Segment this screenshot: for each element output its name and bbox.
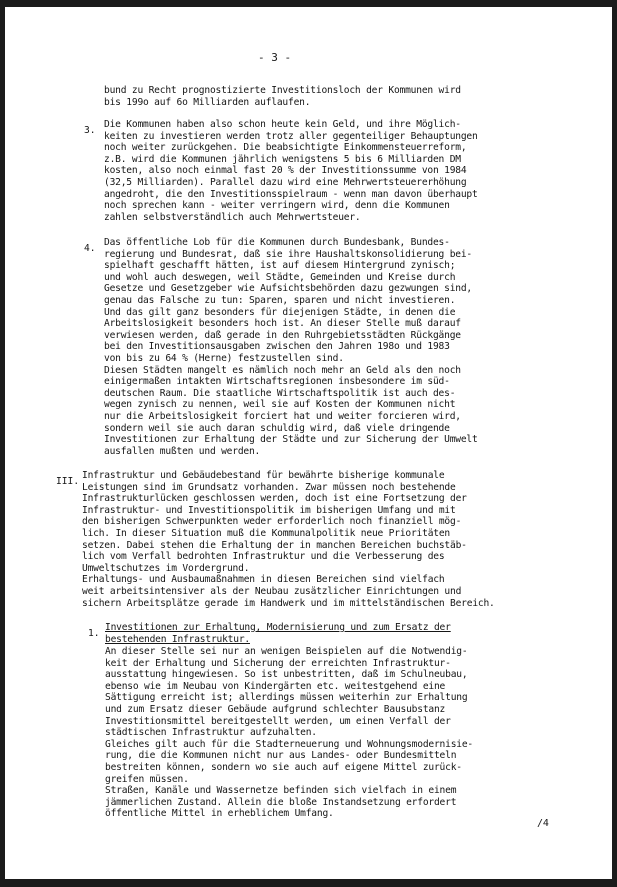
paragraph-line: einigermaßen intakten Wirtschaftsregionen insbesondere im süd- bbox=[104, 376, 450, 388]
paragraph-line: z.B. wird die Kommunen jährlich wenigstens 5 bis 6 Milliarden DM bbox=[104, 153, 461, 165]
paragraph-line: setzen. Dabei stehen die Erhaltung der in manchen Bereichen buchstäb- bbox=[82, 539, 467, 551]
page-number: - 3 - bbox=[258, 51, 292, 64]
paragraph-line: Diesen Städten mangelt es nämlich noch mehr an Geld als den noch bbox=[104, 364, 461, 376]
scan-border-right bbox=[612, 0, 617, 887]
paragraph-line: Erhaltungs- und Ausbaumaßnahmen in diesen Bereichen sind vielfach bbox=[82, 574, 445, 586]
paragraph-line: verwiesen werden, daß gerade in den Ruhrgebietsstädten Rückgänge bbox=[104, 329, 461, 341]
paragraph-line: (32,5 Milliarden). Parallel dazu wird eine Mehrwertsteuererhöhung bbox=[104, 177, 467, 188]
paragraph-line: deutschen Raum. Die staatliche Wirtschaftspolitik ist auch des- bbox=[104, 387, 456, 399]
list-number: 4. bbox=[84, 243, 96, 254]
paragraph-line: angedroht, die den Investitionsspielraum - wenn man davon überhaupt bbox=[104, 188, 478, 200]
paragraph-line: öffentliche Mittel in erheblichem Umfang. bbox=[105, 808, 334, 820]
paragraph-line: Investitionsmittel bereitgestellt werden, um einen Verfall der bbox=[105, 715, 451, 727]
paragraph-line: sondern weil sie auch daran schuldig wird, daß viele dringende bbox=[104, 422, 450, 434]
section-number: III. bbox=[56, 476, 80, 487]
paragraph-line: jämmerlichen Zustand. Allein die bloße Instandsetzung erfordert bbox=[105, 796, 457, 808]
paragraph-line: noch weiter zurückgehen. Die beabsichtigte Einkommensteuerreform, bbox=[104, 142, 467, 154]
paragraph-line: keit der Erhaltung und Sicherung der erreichten Infrastruktur- bbox=[105, 657, 451, 669]
paragraph-line: zahlen selbstverständlich auch Mehrwertsteuer. bbox=[104, 211, 361, 223]
paragraph-line: Infrastrukturlücken geschlossen werden, doch ist eine Fortsetzung der bbox=[82, 493, 467, 505]
paragraph-line: rung, die die Kommunen nicht nur aus Landes- oder Bundesmitteln bbox=[105, 750, 457, 762]
paragraph-line: bis 199o auf 6o Milliarden auflaufen. bbox=[104, 97, 311, 108]
paragraph-line: nur die Arbeitslosigkeit forciert hat und weiter forcieren wird, bbox=[104, 411, 461, 422]
list-number: 3. bbox=[84, 125, 96, 136]
section-heading: Investitionen zur Erhaltung, Modernisierung und zum Ersatz der bbox=[105, 622, 451, 633]
paragraph-line: An dieser Stelle sei nur an wenigen Beispielen auf die Notwendig- bbox=[105, 646, 468, 657]
scan-border-bottom bbox=[0, 879, 617, 887]
paragraph-line: von bis zu 64 % (Herne) festzustellen sind. bbox=[104, 353, 344, 364]
paragraph-line: greifen müssen. bbox=[105, 773, 189, 785]
paragraph-line: keiten zu investieren werden trotz aller gegenteiliger Behauptungen bbox=[104, 130, 478, 142]
paragraph-line: ausstattung hingewiesen. So ist unbestritten, daß im Schulneubau, bbox=[105, 669, 468, 681]
paragraph-line: Arbeitslosigkeit besonders hoch ist. An dieser Stelle muß darauf bbox=[104, 318, 461, 330]
paragraph-line: bund zu Recht prognostizierte Investitionsloch der Kommunen wird bbox=[104, 85, 461, 96]
paragraph-line: genau das Falsche zu tun: Sparen, sparen und nicht investieren. bbox=[104, 295, 456, 306]
scan-border-top bbox=[0, 0, 617, 7]
paragraph-line: Infrastruktur und Gebäudebestand für bewährte bisherige kommunale bbox=[82, 470, 445, 481]
paragraph-line: bei den Investitionsausgaben zwischen den Jahren 198o und 1983 bbox=[104, 341, 450, 353]
paragraph-line: Infrastruktur- und Investitionspolitik im bisherigen Umfang und mit bbox=[82, 504, 456, 516]
paragraph-line: Umweltschutzes im Vordergrund. bbox=[82, 562, 250, 574]
paragraph-line: weit arbeitsintensiver als der Neubau zusätzlicher Einrichtungen und bbox=[82, 586, 462, 597]
paragraph-line: städtischen Infrastruktur aufzuhalten. bbox=[105, 727, 317, 739]
paragraph-line: kosten, also noch einmal fast 20 % der Investitionssumme von 1984 bbox=[104, 165, 467, 177]
paragraph-line: spielhaft geschafft hätten, ist auf diesem Hintergrund zynisch; bbox=[104, 260, 456, 272]
paragraph-line: Und das gilt ganz besonders für diejenigen Städte, in denen die bbox=[104, 306, 456, 318]
paragraph-line: Leistungen sind im Grundsatz vorhanden. Zwar müssen noch bestehende bbox=[82, 481, 456, 493]
paragraph-line: Das öffentliche Lob für die Kommunen durch Bundesbank, Bundes- bbox=[104, 237, 450, 248]
paragraph-line: ausfallen mußten und werden. bbox=[104, 445, 261, 457]
paragraph-line: Gleiches gilt auch für die Stadterneuerung und Wohnungsmodernisie- bbox=[105, 738, 474, 750]
next-page-reference: /4 bbox=[537, 818, 549, 829]
paragraph-line: Sättigung erreicht ist; allerdings müssen weiterhin zur Erhaltung bbox=[105, 692, 468, 704]
paragraph-line: lich. In dieser Situation muß die Kommunalpolitik neue Prioritäten bbox=[82, 528, 451, 539]
paragraph-line: lich vom Verfall bedrohten Infrastruktur und die Verbesserung des bbox=[82, 551, 445, 563]
paragraph-line: Investitionen zur Erhaltung der Städte und zur Sicherung der Umwelt bbox=[104, 434, 478, 446]
paragraph-line: bestreiten können, sondern wo sie auch auf eigene Mittel zurück- bbox=[105, 762, 462, 773]
paragraph-line: ebenso wie im Neubau von Kindergärten etc. weitestgehend eine bbox=[105, 680, 446, 692]
paragraph-line: regierung und Bundesrat, daß sie ihre Haushaltskonsolidierung bei- bbox=[104, 248, 473, 260]
paragraph-line: und zum Ersatz dieser Gebäude aufgrund schlechter Bausubstanz bbox=[105, 704, 446, 715]
paragraph-line: Die Kommunen haben also schon heute kein Geld, und ihre Möglich- bbox=[104, 119, 461, 130]
scan-border-left bbox=[0, 0, 5, 887]
paragraph-line: noch sprechen kann - weiter verringern wird, denn die Kommunen bbox=[104, 200, 450, 212]
paragraph-line: und wohl auch deswegen, weil Städte, Gemeinden und Kreise durch bbox=[104, 271, 456, 283]
paragraph-line: sichern Arbeitsplätze gerade im Handwerk und im mittelständischen Bereich. bbox=[82, 597, 495, 609]
paragraph-line: wegen zynisch zu nennen, weil sie auf Kosten der Kommunen nicht bbox=[104, 399, 456, 411]
section-heading: bestehenden Infrastruktur. bbox=[105, 634, 250, 645]
paragraph-line: Straßen, Kanäle und Wassernetze befinden sich vielfach in einem bbox=[105, 785, 457, 797]
paragraph-line: den bisherigen Schwerpunkten weder erforderlich noch finanziell mög- bbox=[82, 516, 462, 528]
subsection-number: 1. bbox=[88, 628, 100, 639]
paragraph-line: Gesetze und Gesetzgeber wie Aufsichtsbehörden dazu gezwungen sind, bbox=[104, 283, 473, 295]
